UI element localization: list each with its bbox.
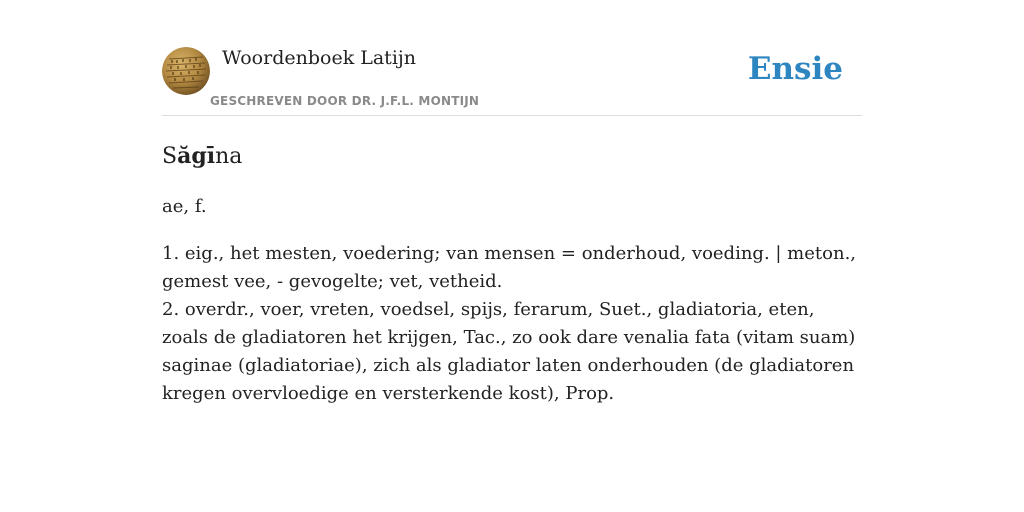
headword-part-3: na <box>215 144 243 169</box>
headword-part-2: ăgī <box>177 143 216 169</box>
definition <box>162 240 862 408</box>
grammar-info: ae, f. <box>162 196 207 217</box>
entry-page <box>162 44 862 408</box>
dictionary-title[interactable]: Woordenboek Latijn <box>222 47 417 69</box>
headword-part-1: S <box>162 144 178 169</box>
header <box>162 44 862 116</box>
author-byline: GESCHREVEN DOOR DR. J.F.L. MONTIJN <box>210 94 480 108</box>
sense-1: 1. eig., het mesten, voedering; van mensen = onderhoud, voeding. | meton., gemest vee, - gevogelte; vet, vetheid. <box>162 243 857 292</box>
bronze-tablet-icon[interactable] <box>162 47 210 95</box>
headword <box>162 141 862 172</box>
sense-2: 2. overdr., voer, vreten, voedsel, spijs, ferarum, Suet., gladiatoria, eten, zoals de gladiatoren het krijgen, Tac., zo ook dare venalia fata (vitam suam) saginae (gladiatoriae), zich als gladiator laten onderhouden (de gladiatoren kregen overvloedige en versterkende kost), Prop. <box>162 299 856 404</box>
brand-logo[interactable]: Ensie <box>747 51 843 87</box>
